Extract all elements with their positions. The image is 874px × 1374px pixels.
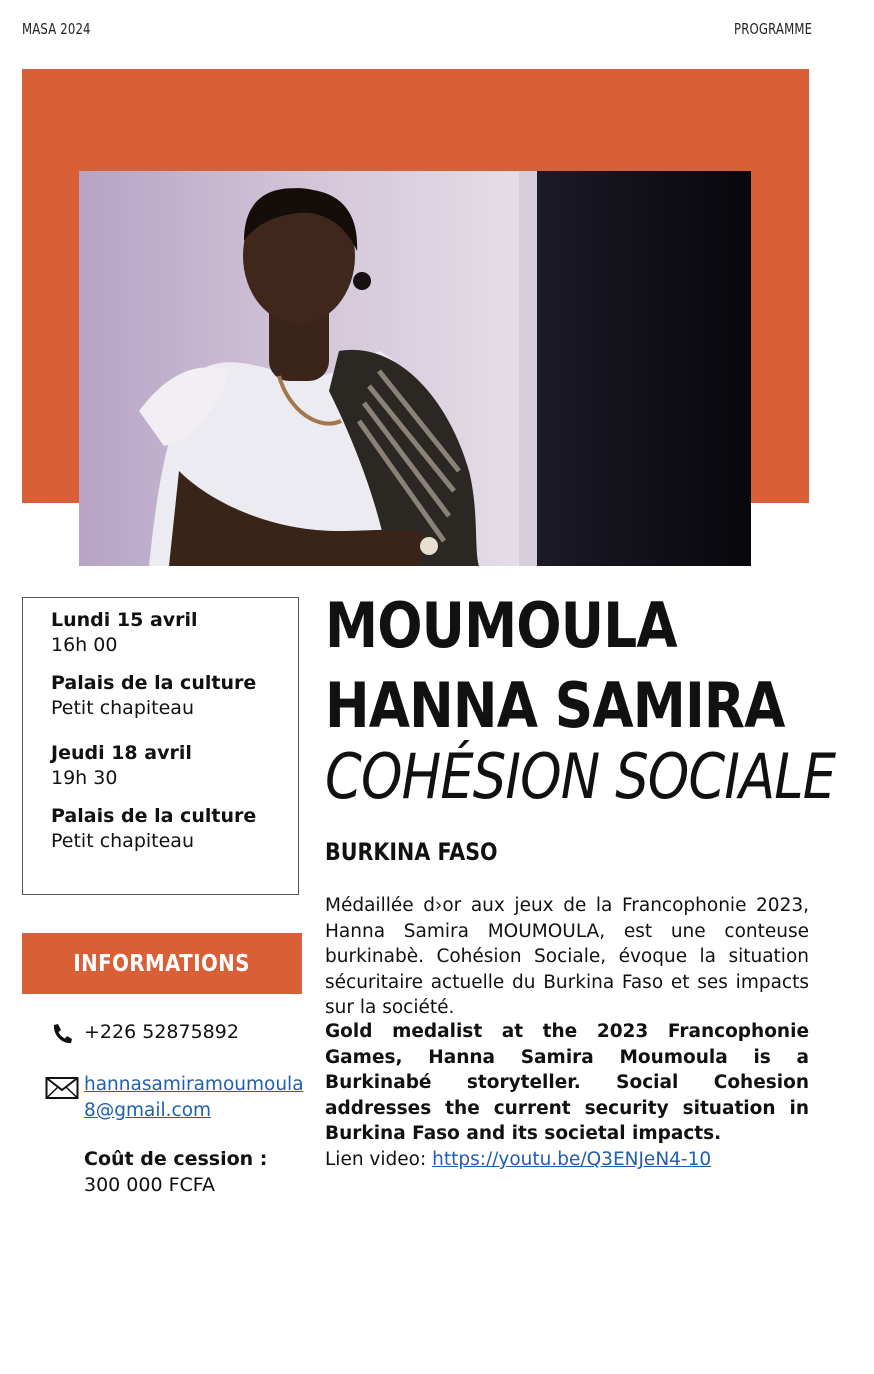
schedule-box bbox=[22, 597, 299, 895]
mail-icon bbox=[45, 1076, 79, 1100]
artist-country: BURKINA FASO bbox=[325, 838, 498, 866]
schedule-room-2: Petit chapiteau bbox=[51, 830, 194, 852]
schedule-day-1: Lundi 15 avril bbox=[51, 609, 198, 631]
schedule-room-1: Petit chapiteau bbox=[51, 697, 194, 719]
video-label: Lien video: bbox=[325, 1149, 433, 1170]
cost-label: Coût de cession : bbox=[84, 1148, 268, 1170]
schedule-venue-2: Palais de la culture bbox=[51, 805, 257, 827]
artist-name-line1: MOUMOULA bbox=[325, 589, 677, 662]
cost-value: 300 000 FCFA bbox=[84, 1174, 215, 1196]
schedule-time-1: 16h 00 bbox=[51, 634, 118, 656]
informations-banner bbox=[22, 933, 302, 994]
schedule-venue-1: Palais de la culture bbox=[51, 672, 257, 694]
header-event-name: MASA 2024 bbox=[22, 20, 91, 38]
description-english: Gold medalist at the 2023 Francophonie Games, Hanna Samira Moumoula is a Burkinabé storyteller. Social Cohesion addresses the current security situation in Burkina Faso and its societal impacts. bbox=[325, 1021, 809, 1144]
description-french: Médaillée d›or aux jeux de la Francophonie 2023, Hanna Samira MOUMOULA, est une conteuse burkinabè. Cohésion Sociale, évoque la situation sécuritaire actuelle du Burkina Faso et ses impacts sur la société. bbox=[325, 895, 809, 1018]
phone-icon bbox=[50, 1022, 74, 1046]
artist-name-line2: HANNA SAMIRA bbox=[325, 669, 785, 742]
artist-name bbox=[325, 586, 785, 746]
header-section-name: PROGRAMME bbox=[733, 20, 812, 38]
video-link[interactable]: https://youtu.be/Q3ENJeN4-10 bbox=[432, 1149, 712, 1170]
artist-photo bbox=[79, 171, 751, 566]
informations-title: INFORMATIONS bbox=[73, 950, 251, 977]
video-line bbox=[325, 1147, 711, 1173]
show-title: COHÉSION SOCIALE bbox=[325, 740, 836, 813]
email-link[interactable]: hannasamiramoumoula8@gmail.com bbox=[84, 1074, 304, 1121]
schedule-time-2: 19h 30 bbox=[51, 767, 118, 789]
schedule-day-2: Jeudi 18 avril bbox=[51, 742, 192, 764]
phone-number[interactable]: +226 52875892 bbox=[84, 1021, 239, 1043]
